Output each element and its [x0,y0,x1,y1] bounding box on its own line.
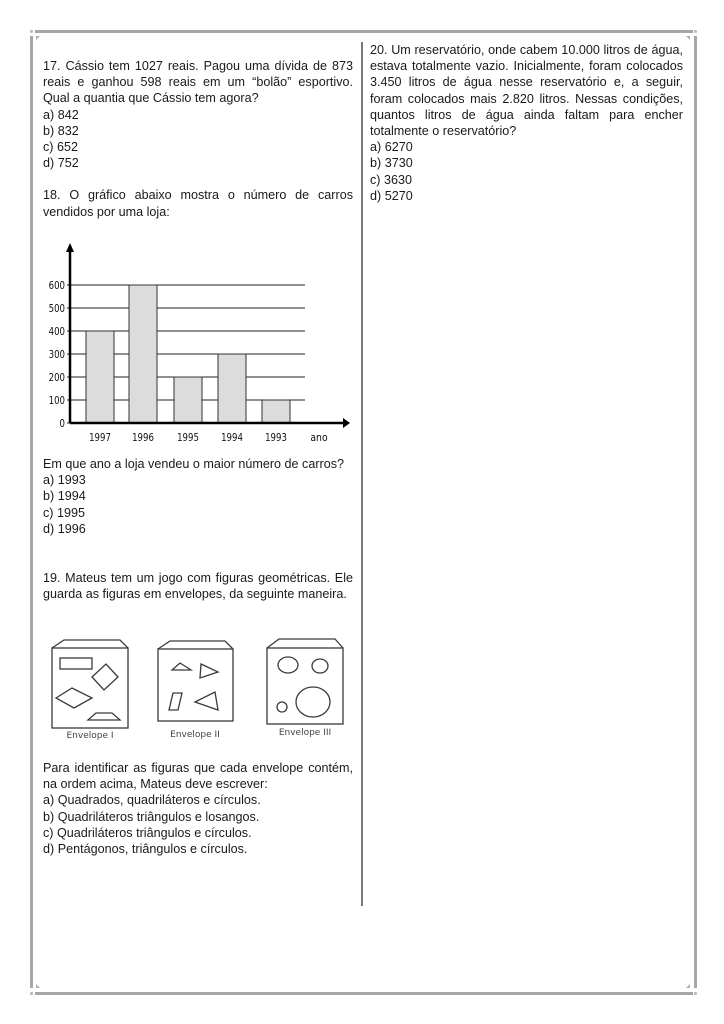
y-axis-arrow-icon [66,243,74,252]
q20-option-c: c) 3630 [370,172,413,187]
envelope-2 [158,641,233,721]
rhombus-shape [92,664,118,690]
q18-question: Em que ano a loja vendeu o maior número de carros? [43,457,345,471]
question-20 [370,42,683,204]
corner-dot-tl [30,30,33,33]
q20-option-a: a) 6270 [370,140,413,155]
y-tick-label: 400 [48,326,65,339]
y-tick-label: 500 [48,303,65,316]
q17-option-a: a) 842 [43,107,79,122]
corner-dot-br [694,992,697,995]
trapezoid-shape [88,713,120,720]
question-18-body [43,456,353,537]
frame-top [35,30,693,33]
bar-chart-cars-sold [36,240,356,455]
corner-ornament-br [686,984,690,988]
triangle-shape [195,692,218,710]
q20-option-b: b) 3730 [370,156,413,171]
q18-option-a: a) 1993 [43,473,86,488]
bar-1993 [262,400,290,423]
bar-1997 [86,331,114,423]
q19-question: Para identificar as figuras que cada envelope contém, na ordem acima, Mateus deve escrever: [43,761,353,792]
x-axis-label: ano [310,432,328,445]
corner-ornament-bl [36,984,40,988]
frame-left [30,36,33,988]
chart-svg [36,240,356,455]
triangle-shape [172,663,191,670]
q18-option-c: c) 1995 [43,505,86,520]
envelopes-svg [40,630,360,745]
question-17 [43,58,353,220]
q19-option-c: c) Quadriláteros triângulos e círculos. [43,825,252,840]
x-tick-label: 1994 [221,432,243,445]
q17-text: 17. Cássio tem 1027 reais. Pagou uma dívida de 873 reais e ganhou 598 reais em um “bolão” esportivo. Qual a quantia que Cássio tem agora? [43,59,353,106]
q18-option-d: d) 1996 [43,521,86,536]
bar-1994 [218,354,246,423]
rhombus-shape [56,688,92,708]
circle-shape [278,657,298,673]
circle-shape [296,687,330,717]
envelope-3-label: Envelope III [278,728,332,738]
x-tick-label: 1993 [265,432,287,445]
x-tick-label: 1996 [132,432,154,445]
y-tick-label: 600 [48,280,65,293]
bar-1995 [174,377,202,423]
column-divider [361,42,363,906]
rectangle-shape [60,658,92,669]
circle-shape [277,702,287,712]
q17-option-c: c) 652 [43,140,79,155]
q17-option-b: b) 832 [43,123,79,138]
x-axis-arrow-icon [343,418,350,428]
envelope-1 [52,640,128,728]
triangle-shape [200,664,218,678]
frame-right [694,36,697,988]
frame-bottom [35,992,693,995]
corner-ornament-tl [36,36,40,40]
circle-shape [312,659,328,673]
q18-option-b: b) 1994 [43,489,86,504]
envelope-2-label: Envelope II [170,730,220,740]
x-tick-label: 1995 [177,432,199,445]
envelopes-figure [40,630,360,745]
q18-text: 18. O gráfico abaixo mostra o número de carros vendidos por uma loja: [43,188,353,219]
envelope-3 [267,639,343,724]
bar-1996 [129,285,157,423]
q17-option-d: d) 752 [43,156,79,171]
q20-text: 20. Um reservatório, onde cabem 10.000 litros de água, estava totalmente vazio. Inicialmente, foram colocados 3.450 litros de água nesse reservatório e, a seguir, foram colocados mais 2.820 litros. Nessas condições, quantos litros de água ainda faltam para encher totalmente o reservatório? [370,43,683,139]
y-tick-label: 0 [59,418,65,431]
question-19-body [43,760,353,857]
q19-option-d: d) Pentágonos, triângulos e círculos. [43,842,248,857]
corner-ornament-tr [686,36,690,40]
y-tick-label: 100 [48,395,65,408]
q19-option-b: b) Quadriláteros triângulos e losangos. [43,809,260,824]
corner-dot-tr [694,30,697,33]
question-19 [43,570,353,602]
corner-dot-bl [30,992,33,995]
y-tick-label: 200 [48,372,65,385]
q19-option-a: a) Quadrados, quadriláteros e círculos. [43,793,261,808]
q20-option-d: d) 5270 [370,188,413,203]
q19-text: 19. Mateus tem um jogo com figuras geométricas. Ele guarda as figuras em envelopes, da seguinte maneira. [43,571,353,602]
x-tick-label: 1997 [89,432,111,445]
triangle-shape [169,693,182,710]
y-tick-label: 300 [48,349,65,362]
envelope-1-label: Envelope I [66,731,114,741]
